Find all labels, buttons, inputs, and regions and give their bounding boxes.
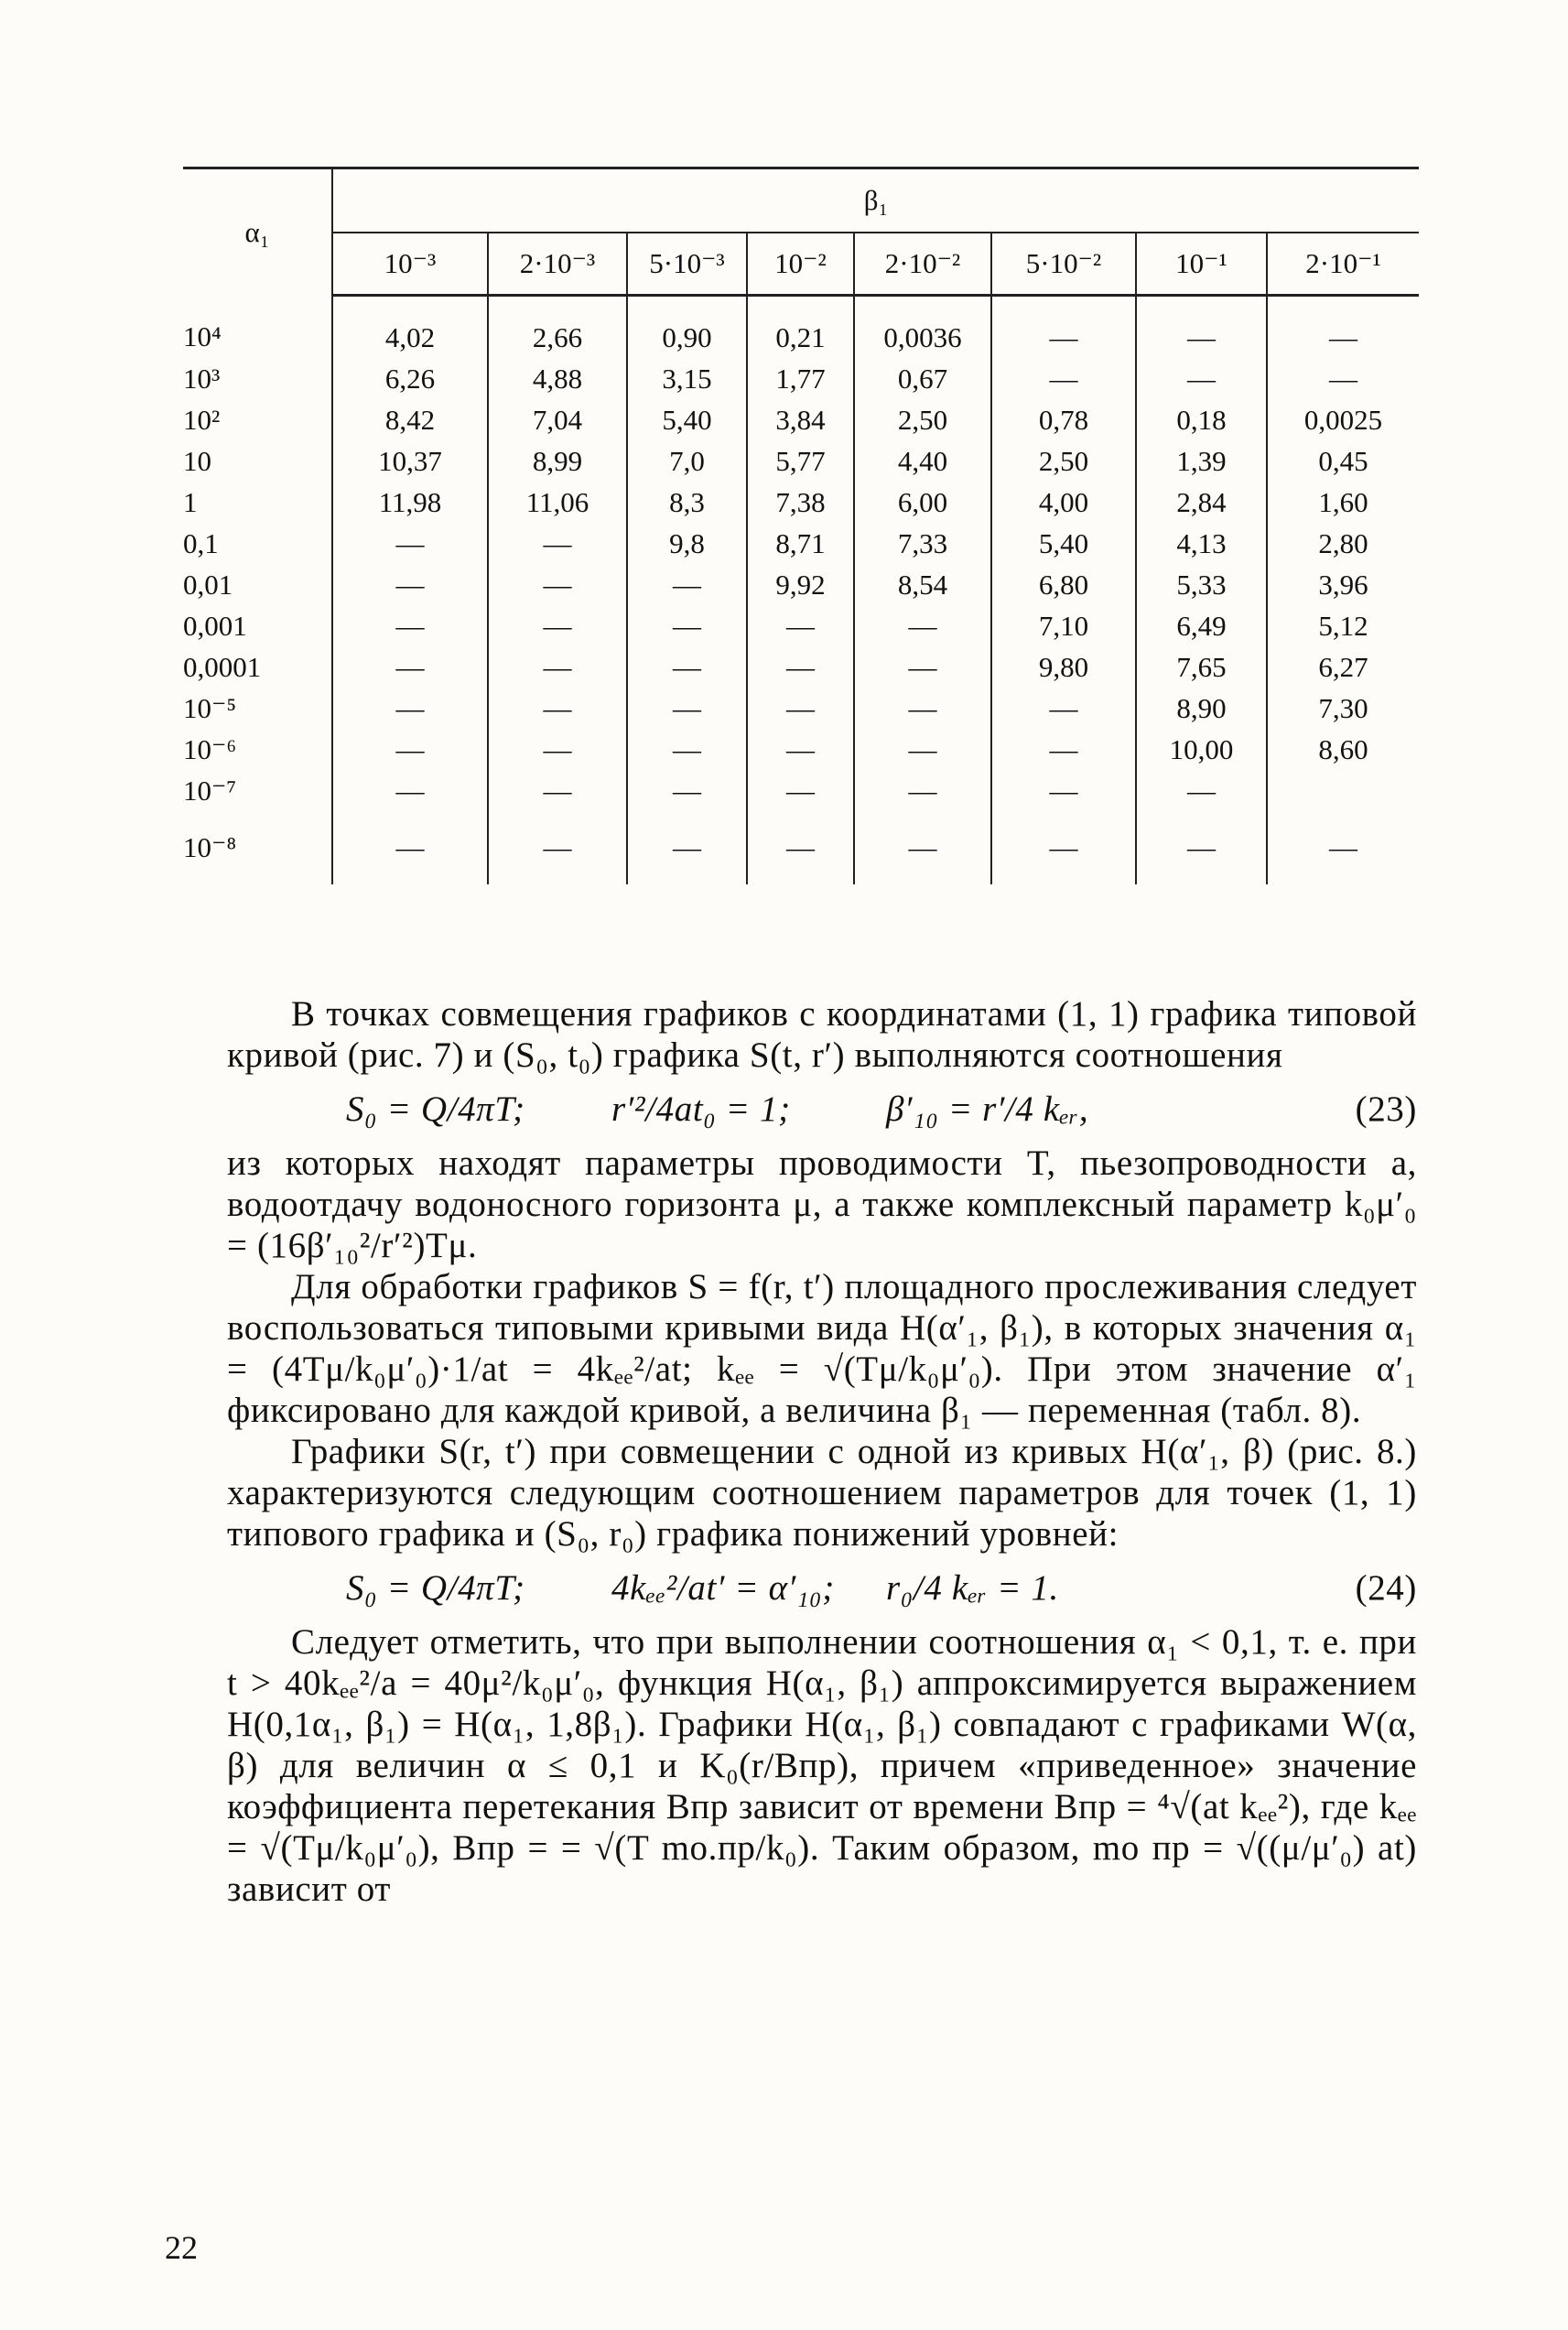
table-cell: 6,00 bbox=[854, 482, 991, 523]
table-cell: 0,21 bbox=[747, 296, 854, 359]
table-cell: — bbox=[854, 729, 991, 770]
row-label: 0,1 bbox=[183, 523, 332, 564]
table-row bbox=[183, 729, 1419, 770]
formula-24-part-b: 4kₑₑ²/at′ = α′₁₀; bbox=[611, 1568, 835, 1608]
table-cell: 4,00 bbox=[991, 482, 1136, 523]
formula-23-part-c: β′₁₀ = r′/4 kₑᵣ, bbox=[886, 1089, 1089, 1129]
table-row bbox=[183, 296, 1419, 359]
formula-23-number: (23) bbox=[1355, 1089, 1417, 1129]
table-cell: 5,12 bbox=[1267, 605, 1419, 646]
table-cell: 1,77 bbox=[747, 358, 854, 399]
table-cell: — bbox=[488, 564, 627, 605]
table-cell: 6,80 bbox=[991, 564, 1136, 605]
table-cell: 8,90 bbox=[1136, 688, 1267, 729]
table-cell: 0,0025 bbox=[1267, 399, 1419, 440]
table-cell: 3,84 bbox=[747, 399, 854, 440]
column-header: 5·10⁻² bbox=[991, 233, 1136, 296]
table-cell: — bbox=[854, 688, 991, 729]
table-cell: — bbox=[488, 646, 627, 688]
table-cell: 3,15 bbox=[627, 358, 747, 399]
table-8 bbox=[183, 167, 1419, 884]
table-cell: — bbox=[1267, 296, 1419, 359]
table-cell: 4,40 bbox=[854, 440, 991, 482]
paragraph-4: Графики S(r, t′) при совмещении с одной из кривых H(α′₁, β) (рис. 8.) характеризуются следующим соотношением параметров для точек (1, 1) типового графика и (S₀, r₀) графика понижений уровней: bbox=[227, 1432, 1417, 1554]
column-header: 2·10⁻² bbox=[854, 233, 991, 296]
table-cell: — bbox=[991, 296, 1136, 359]
table-row bbox=[183, 523, 1419, 564]
table-cell: — bbox=[747, 605, 854, 646]
formula-24-part-c: r₀/4 kₑᵣ = 1. bbox=[886, 1568, 1059, 1608]
table-row bbox=[183, 358, 1419, 399]
table-cell: 9,80 bbox=[991, 646, 1136, 688]
table-cell: 8,42 bbox=[332, 399, 488, 440]
formula-24 bbox=[227, 1567, 1417, 1609]
table-cell: 8,71 bbox=[747, 523, 854, 564]
table-cell: — bbox=[747, 811, 854, 884]
table-cell: — bbox=[332, 688, 488, 729]
column-header: 10⁻¹ bbox=[1136, 233, 1267, 296]
paragraph-2: из которых находят параметры проводимости T, пьезопроводности a, водоотдачу водоносного горизонта μ, а также комплексный параметр k₀μ′₀ = (16β′₁₀²/r′²)Tμ. bbox=[227, 1143, 1417, 1265]
table-cell: — bbox=[991, 729, 1136, 770]
page-number: 22 bbox=[165, 2229, 198, 2266]
table-cell: 10,00 bbox=[1136, 729, 1267, 770]
table-row bbox=[183, 770, 1419, 811]
table-row bbox=[183, 605, 1419, 646]
table-cell: — bbox=[1267, 358, 1419, 399]
table-cell: — bbox=[991, 688, 1136, 729]
formula-23-part-a: S₀ = Q/4πT; bbox=[346, 1089, 525, 1129]
table-cell: 0,90 bbox=[627, 296, 747, 359]
table-cell: — bbox=[1267, 811, 1419, 884]
table-cell: — bbox=[332, 605, 488, 646]
col-group-header-beta: β₁ bbox=[332, 168, 1419, 233]
paragraph-3: Для обработки графиков S = f(r, t′) площадного прослеживания следует воспользоваться типовыми кривыми вида H(α′₁, β₁), в которых значения α₁ = (4Tμ/k₀μ′₀)·1/at = 4kₑₑ²/at; kₑₑ = √(Tμ/k₀μ′₀). При этом значение α′₁ фиксировано для каждой кривой, а величина β₁ — переменная (табл. 8). bbox=[227, 1267, 1417, 1430]
table-cell: — bbox=[332, 770, 488, 811]
column-header-row bbox=[183, 233, 1419, 296]
table-cell: 4,13 bbox=[1136, 523, 1267, 564]
table-cell: 2,66 bbox=[488, 296, 627, 359]
column-header: 5·10⁻³ bbox=[627, 233, 747, 296]
table-cell: — bbox=[332, 523, 488, 564]
table-cell: 4,02 bbox=[332, 296, 488, 359]
table-cell: 0,78 bbox=[991, 399, 1136, 440]
table-cell: 9,8 bbox=[627, 523, 747, 564]
table-cell: 2,50 bbox=[854, 399, 991, 440]
row-label: 10⁻⁵ bbox=[183, 688, 332, 729]
table-body bbox=[183, 296, 1419, 885]
table-cell: 0,18 bbox=[1136, 399, 1267, 440]
table-cell: — bbox=[488, 688, 627, 729]
table-cell: 9,92 bbox=[747, 564, 854, 605]
formula-23 bbox=[227, 1089, 1417, 1130]
table-cell: 8,60 bbox=[1267, 729, 1419, 770]
table-row bbox=[183, 688, 1419, 729]
row-label: 10³ bbox=[183, 358, 332, 399]
table-row bbox=[183, 482, 1419, 523]
table-cell: — bbox=[1136, 770, 1267, 811]
table-cell: 7,10 bbox=[991, 605, 1136, 646]
row-label: 1 bbox=[183, 482, 332, 523]
table-cell: — bbox=[854, 646, 991, 688]
table-cell: — bbox=[854, 770, 991, 811]
table-cell: — bbox=[488, 523, 627, 564]
table-cell: — bbox=[627, 564, 747, 605]
table-cell: — bbox=[747, 770, 854, 811]
table-cell: — bbox=[332, 811, 488, 884]
table-cell: — bbox=[991, 811, 1136, 884]
row-label: 10⁴ bbox=[183, 296, 332, 359]
table-cell: 0,67 bbox=[854, 358, 991, 399]
table-cell: — bbox=[627, 688, 747, 729]
row-label: 10⁻⁶ bbox=[183, 729, 332, 770]
table-cell: 2,80 bbox=[1267, 523, 1419, 564]
table-cell: — bbox=[854, 811, 991, 884]
paragraph-5: Следует отметить, что при выполнении соотношения α₁ < 0,1, т. е. при t > 40kₑₑ²/a = 40μ²/k₀μ′₀, функция H(α₁, β₁) аппроксимируется выражением H(0,1α₁, β₁) = H(α₁, 1,8β₁). Графики H(α₁, β₁) совпадают с графиками W(α, β) для величин α ≤ 0,1 и K₀(r/Bпр), причем «приведенное» значение коэффициента перетекания Bпр зависит от времени Bпр = ⁴√(at kₑₑ²), где kₑₑ = √(Tμ/k₀μ′₀), Bпр = = √(T mо.пр/k₀). Таким образом, mо пр = √((μ/μ′₀) at) зависит от bbox=[227, 1622, 1417, 1909]
table-cell: 6,26 bbox=[332, 358, 488, 399]
table-cell: 5,40 bbox=[627, 399, 747, 440]
column-header: 2·10⁻¹ bbox=[1267, 233, 1419, 296]
table-cell: 8,99 bbox=[488, 440, 627, 482]
data-table bbox=[183, 167, 1419, 884]
table-cell: 2,50 bbox=[991, 440, 1136, 482]
row-label: 10² bbox=[183, 399, 332, 440]
table-cell: 11,98 bbox=[332, 482, 488, 523]
table-cell: — bbox=[488, 811, 627, 884]
table-cell: 6,49 bbox=[1136, 605, 1267, 646]
table-cell: — bbox=[991, 770, 1136, 811]
row-label: 10⁻⁷ bbox=[183, 770, 332, 811]
table-cell: 7,33 bbox=[854, 523, 991, 564]
table-cell: — bbox=[627, 605, 747, 646]
table-cell: — bbox=[991, 358, 1136, 399]
table-cell: — bbox=[747, 646, 854, 688]
table-cell: 5,40 bbox=[991, 523, 1136, 564]
table-cell: 8,3 bbox=[627, 482, 747, 523]
formula-24-part-a: S₀ = Q/4πT; bbox=[346, 1568, 525, 1608]
table-cell: — bbox=[627, 729, 747, 770]
body-text bbox=[227, 993, 1417, 1910]
table-row bbox=[183, 811, 1419, 884]
table-cell: — bbox=[627, 811, 747, 884]
paragraph-1: В точках совмещения графиков с координатами (1, 1) графика типовой кривой (рис. 7) и (S₀, t₀) графика S(t, r′) выполняются соотношения bbox=[227, 994, 1417, 1075]
table-cell: 11,06 bbox=[488, 482, 627, 523]
table-cell: 1,60 bbox=[1267, 482, 1419, 523]
table-cell: 5,33 bbox=[1136, 564, 1267, 605]
row-header-alpha: α₁ bbox=[183, 168, 332, 296]
table-cell: 7,0 bbox=[627, 440, 747, 482]
table-cell: — bbox=[854, 605, 991, 646]
table-cell: 7,30 bbox=[1267, 688, 1419, 729]
table-cell: — bbox=[747, 729, 854, 770]
table-row bbox=[183, 646, 1419, 688]
column-header: 2·10⁻³ bbox=[488, 233, 627, 296]
table-row bbox=[183, 564, 1419, 605]
table-cell: 1,39 bbox=[1136, 440, 1267, 482]
formula-23-part-b: r′²/4at₀ = 1; bbox=[611, 1089, 791, 1129]
table-cell: — bbox=[332, 564, 488, 605]
column-header: 10⁻³ bbox=[332, 233, 488, 296]
table-cell: — bbox=[332, 729, 488, 770]
row-label: 10⁻⁸ bbox=[183, 811, 332, 884]
table-cell: 4,88 bbox=[488, 358, 627, 399]
table-cell: 6,27 bbox=[1267, 646, 1419, 688]
table-cell: — bbox=[488, 729, 627, 770]
table-cell bbox=[1267, 770, 1419, 811]
table-cell: 2,84 bbox=[1136, 482, 1267, 523]
row-label: 0,01 bbox=[183, 564, 332, 605]
table-cell: 8,54 bbox=[854, 564, 991, 605]
row-label: 0,0001 bbox=[183, 646, 332, 688]
table-cell: — bbox=[488, 770, 627, 811]
table-cell: 0,0036 bbox=[854, 296, 991, 359]
table-cell: 3,96 bbox=[1267, 564, 1419, 605]
table-cell: 10,37 bbox=[332, 440, 488, 482]
table-cell: — bbox=[627, 770, 747, 811]
table-cell: 0,45 bbox=[1267, 440, 1419, 482]
table-cell: 7,04 bbox=[488, 399, 627, 440]
table-cell: 7,65 bbox=[1136, 646, 1267, 688]
table-cell: 7,38 bbox=[747, 482, 854, 523]
table-cell: 5,77 bbox=[747, 440, 854, 482]
table-row bbox=[183, 440, 1419, 482]
table-row bbox=[183, 399, 1419, 440]
table-cell: — bbox=[1136, 811, 1267, 884]
formula-24-number: (24) bbox=[1355, 1568, 1417, 1608]
row-label: 10 bbox=[183, 440, 332, 482]
table-cell: — bbox=[1136, 358, 1267, 399]
row-label: 0,001 bbox=[183, 605, 332, 646]
table-cell: — bbox=[1136, 296, 1267, 359]
column-header: 10⁻² bbox=[747, 233, 854, 296]
table-cell: — bbox=[627, 646, 747, 688]
table-cell: — bbox=[747, 688, 854, 729]
table-cell: — bbox=[332, 646, 488, 688]
table-cell: — bbox=[488, 605, 627, 646]
